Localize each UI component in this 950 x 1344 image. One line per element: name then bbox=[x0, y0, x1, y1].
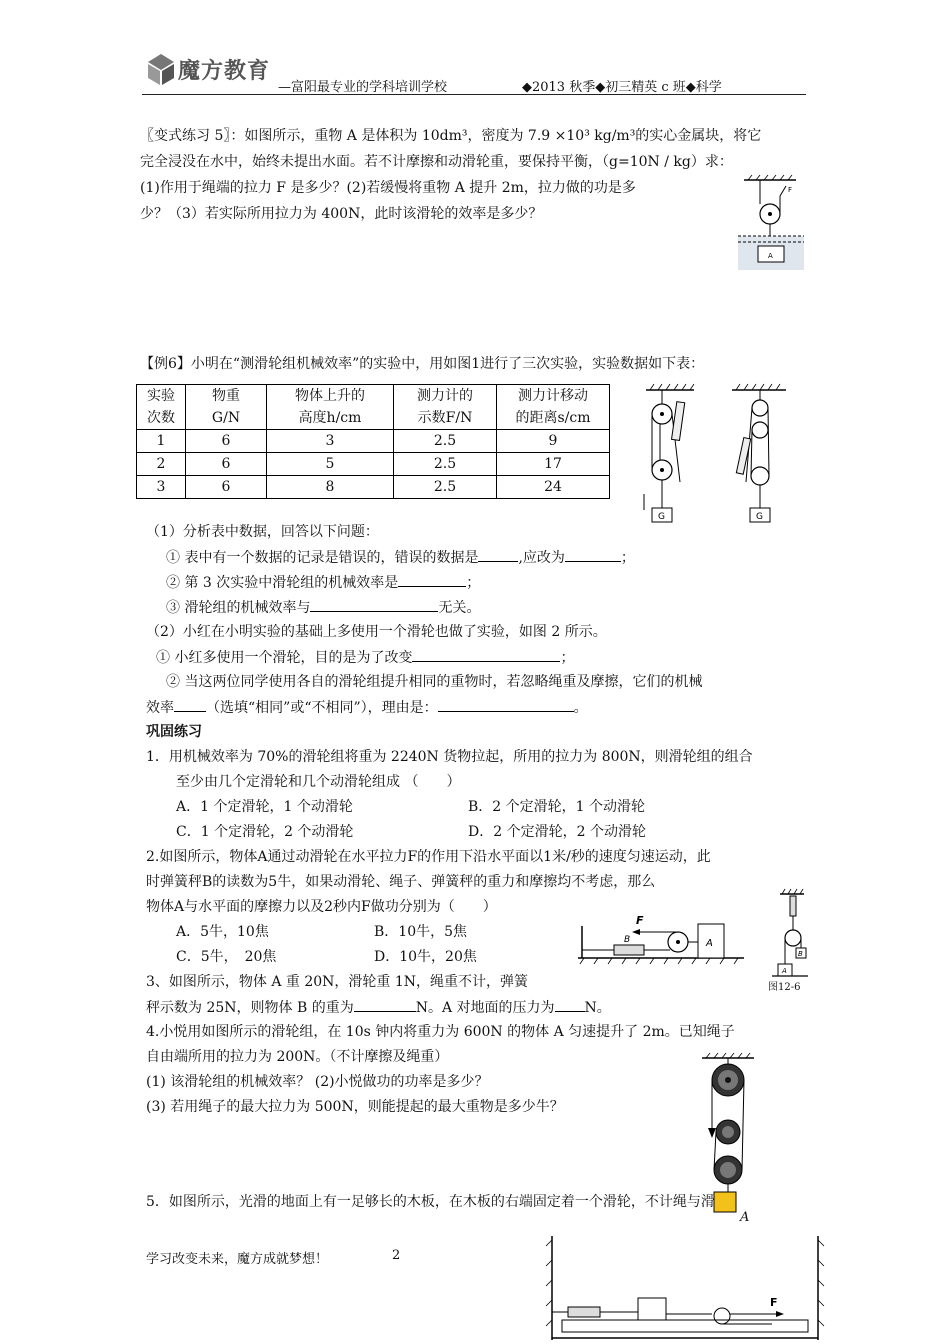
q1-intro: （1）分析表中数据，回答以下问题： bbox=[146, 524, 379, 540]
p4-line4: (3) 若用绳子的最大拉力为 500N，则能提起的最大重物是多少牛？ bbox=[146, 1099, 564, 1115]
p2-option-b: B．10牛，5焦 bbox=[374, 924, 468, 940]
header-course: ◆2013 秋季◆初三精英 c 班◆科学 bbox=[522, 80, 722, 95]
answer-blank[interactable] bbox=[174, 695, 206, 712]
table-cell: 3 bbox=[137, 476, 186, 499]
ex5-line3: (1)作用于绳端的拉力 F 是多少？(2)若缓慢将重物 A 提升 2m，拉力做的功是多 bbox=[140, 180, 636, 196]
table-cell: 3 bbox=[267, 430, 394, 453]
table-cell: 2 bbox=[137, 453, 186, 476]
ex5-line2: 完全浸没在水中，始终未提出水面。若不计摩擦和动滑轮重，要保持平衡，（g=10N / kg）求： bbox=[140, 154, 733, 170]
p2-option-a: A．5牛，10焦 bbox=[176, 924, 269, 940]
ex5-line4: 少？（3）若实际所用拉力为 400N，此时该滑轮的效率是多少？ bbox=[140, 206, 543, 222]
p4-line2: 自由端所用的拉力为 200N。（不计摩擦及绳重） bbox=[146, 1049, 449, 1065]
p3-line2: 秤示数为 25N，则物体 B 的重为 N。A 对地面的压力为 N。 bbox=[146, 995, 611, 1020]
p1-option-b: B．2 个定滑轮，1 个动滑轮 bbox=[468, 799, 646, 815]
answer-blank[interactable] bbox=[310, 595, 438, 612]
practice-heading: 巩固练习 bbox=[146, 724, 202, 740]
fig2-label-g: G bbox=[756, 512, 763, 522]
table-cell: 9 bbox=[497, 430, 610, 453]
p4-line3: (1) 该滑轮组的机械效率？ (2)小悦做功的功率是多少？ bbox=[146, 1074, 489, 1090]
q2b-line1: ② 当这两位同学使用各自的滑轮组提升相同的重物时，若忽略绳重及摩擦，它们的机械 bbox=[166, 674, 703, 690]
table-cell: 2.5 bbox=[394, 430, 497, 453]
example6-title: 【例6】小明在“测滑轮组机械效率”的实验中，用如图1进行了三次实验，实验数据如下表： bbox=[140, 356, 705, 372]
p5-fig-label-f: F bbox=[770, 1296, 778, 1309]
p1-option-d: D．2 个定滑轮，2 个动滑轮 bbox=[468, 824, 646, 840]
p5-line1: 5．如图所示，光滑的地面上有一足够长的木板，在木板的右端固定着一个滑轮，不计绳与滑 bbox=[146, 1194, 715, 1210]
answer-blank[interactable] bbox=[555, 995, 585, 1012]
table-cell: 2.5 bbox=[394, 476, 497, 499]
table-header-cell: 实验 次数 bbox=[137, 385, 186, 430]
p4-fig-label-a: A bbox=[740, 1210, 750, 1225]
p1-line2: 至少由几个定滑轮和几个动滑轮组成 （ ） bbox=[176, 774, 461, 790]
p1-line1: 1．用机械效率为 70%的滑轮组将重为 2240N 货物拉起，所用的拉力为 800N，则滑轮组的组合 bbox=[146, 749, 753, 765]
table-row bbox=[137, 476, 610, 499]
table-cell: 5 bbox=[267, 453, 394, 476]
p3-figure bbox=[768, 888, 812, 990]
header-slogan: —富阳最专业的学科培训学校 bbox=[278, 80, 448, 95]
p2-option-c: C．5牛， 20焦 bbox=[176, 949, 277, 965]
p2-fig-label-f: F bbox=[636, 914, 644, 927]
p4-line1: 4.小悦用如图所示的滑轮组，在 10s 钟内将重力为 600N 的物体 A 匀速提升了 2m。已知绳子 bbox=[146, 1024, 735, 1040]
table-cell: 24 bbox=[497, 476, 610, 499]
p3-fig-label-a: A bbox=[782, 967, 787, 975]
q2a: ① 小红多使用一个滑轮，目的是为了改变 ； bbox=[156, 645, 574, 670]
ex5-fig-label-a: A bbox=[768, 252, 773, 260]
p1-option-a: A．1 个定滑轮，1 个动滑轮 bbox=[176, 799, 353, 815]
ex5-fig-label-f: F bbox=[788, 186, 793, 194]
answer-blank[interactable] bbox=[565, 545, 621, 562]
answer-blank[interactable] bbox=[354, 995, 416, 1012]
header-rule bbox=[142, 94, 806, 95]
q2-intro: （2）小红在小明实验的基础上多使用一个滑轮也做了实验，如图 2 所示。 bbox=[146, 624, 607, 640]
p2-fig-label-a: A bbox=[706, 938, 713, 949]
ex5-line1: 〖变式练习 5〗：如图所示，重物 A 是体积为 10dm³，密度为 7.9 ×10³ kg/m³的实心金属块，将它 bbox=[140, 128, 762, 144]
table-cell: 17 bbox=[497, 453, 610, 476]
table-header-row bbox=[137, 385, 610, 430]
page-number: 2 bbox=[392, 1248, 401, 1263]
p3-line1: 3、如图所示，物体 A 重 20N，滑轮重 1N，绳重不计，弹簧 bbox=[146, 974, 529, 990]
answer-blank[interactable] bbox=[478, 545, 518, 562]
q2b-line2: 效率 （选填“相同”或“不相同”），理由是： 。 bbox=[146, 695, 588, 720]
p1-option-c: C．1 个定滑轮，2 个动滑轮 bbox=[176, 824, 354, 840]
figure-1 bbox=[644, 384, 694, 522]
q1c: ③ 滑轮组的机械效率与 无关。 bbox=[166, 595, 480, 620]
table-cell: 1 bbox=[137, 430, 186, 453]
p3-fig-caption: 图12-6 bbox=[768, 982, 801, 993]
p2-fig-label-b: B bbox=[624, 935, 631, 945]
table-row bbox=[137, 453, 610, 476]
p2-option-d: D．10牛，20焦 bbox=[374, 949, 477, 965]
answer-blank[interactable] bbox=[398, 570, 466, 587]
table-row bbox=[137, 430, 610, 453]
table-header-cell: 测力计的 示数F/N bbox=[394, 385, 497, 430]
q1b: ② 第 3 次实验中滑轮组的机械效率是 ； bbox=[166, 570, 480, 595]
table-cell: 8 bbox=[267, 476, 394, 499]
p2-figure bbox=[574, 906, 748, 968]
answer-blank[interactable] bbox=[412, 645, 560, 662]
p2-line1: 2.如图所示，物体A通过动滑轮在水平拉力F的作用下沿水平面以1米/秒的速度匀速运动，此 bbox=[146, 849, 711, 865]
fig1-label-g: G bbox=[658, 512, 665, 522]
logo-text: 魔方教育 bbox=[178, 59, 271, 84]
logo-mark bbox=[146, 52, 176, 88]
table-cell: 6 bbox=[186, 430, 267, 453]
table-cell: 6 bbox=[186, 476, 267, 499]
p2-line2: 时弹簧秤B的读数为5牛，如果动滑轮、绳子、弹簧秤的重力和摩擦均不考虑，那么 bbox=[146, 874, 656, 890]
table-header-cell: 物体上升的 高度h/cm bbox=[267, 385, 394, 430]
p3-fig-label-b: B bbox=[798, 950, 803, 958]
experiment-table bbox=[136, 384, 610, 499]
ex5-pulley-figure bbox=[736, 174, 812, 272]
table-header-cell: 物重 G/N bbox=[186, 385, 267, 430]
table-header-cell: 测力计移动 的距离s/cm bbox=[497, 385, 610, 430]
p5-figure bbox=[544, 1230, 826, 1344]
q1a: ① 表中有一个数据的记录是错误的，错误的数据是 ,应改为 ； bbox=[166, 545, 635, 570]
table-cell: 2.5 bbox=[394, 453, 497, 476]
figure-2 bbox=[732, 384, 786, 522]
table-cell: 6 bbox=[186, 453, 267, 476]
answer-blank[interactable] bbox=[438, 695, 574, 712]
p2-line3: 物体A与水平面的摩擦力以及2秒内F做功分别为（ ） bbox=[146, 899, 497, 915]
example6-pulley-figures bbox=[636, 382, 796, 528]
footer-motto: 学习改变未来，魔方成就梦想！ bbox=[146, 1252, 329, 1267]
